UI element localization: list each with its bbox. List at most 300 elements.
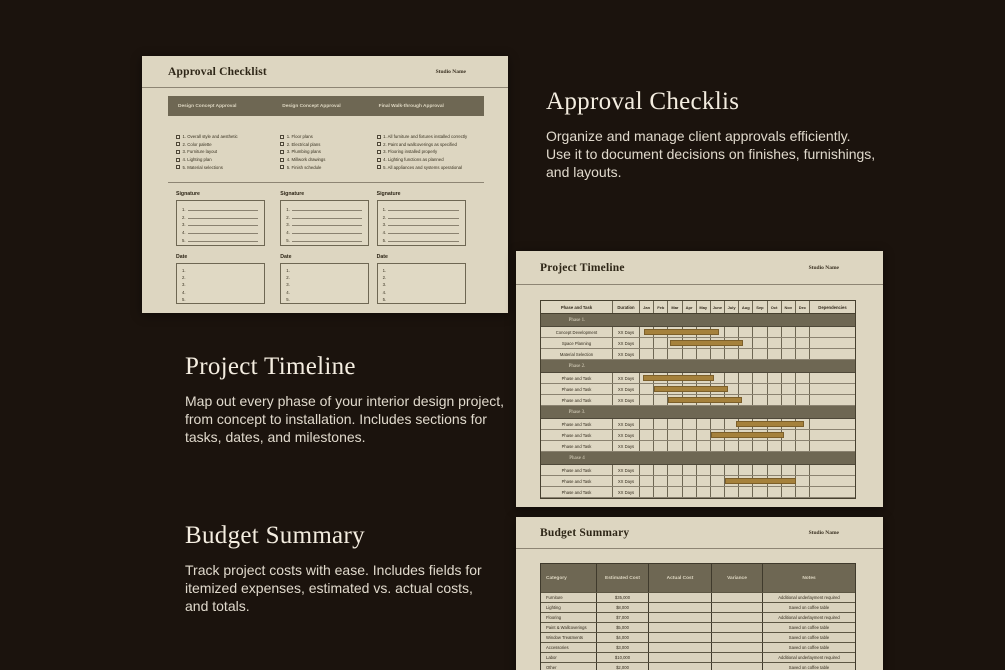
section-heading-approval-checklist: Approval Checklis <box>546 88 740 115</box>
month-header: July <box>725 301 739 313</box>
budget-column-header: Variance <box>712 564 763 592</box>
checkbox-icon <box>280 142 284 146</box>
checkbox-icon <box>176 142 180 146</box>
month-cell <box>753 327 767 337</box>
month-cell <box>796 395 810 405</box>
budget-row <box>541 612 855 622</box>
budget-column-header: Category <box>541 564 597 592</box>
line-number: 2. <box>286 214 290 220</box>
signature-line <box>182 220 259 228</box>
text-line: and layouts. <box>546 164 622 180</box>
variance-cell <box>712 633 763 642</box>
gantt-task-row <box>541 465 855 476</box>
line-number: 5. <box>382 296 387 302</box>
month-cell <box>683 465 697 475</box>
month-header: Nov <box>782 301 796 313</box>
gantt-bar <box>668 397 742 403</box>
checklist-item <box>377 156 484 164</box>
date-column <box>272 246 368 304</box>
checklist-header-band <box>168 96 484 116</box>
date-box <box>280 263 369 304</box>
checkbox-icon <box>377 135 381 139</box>
line-number: 1. <box>286 268 290 274</box>
month-cell <box>697 487 711 497</box>
budget-row <box>541 592 855 602</box>
section-description <box>185 561 482 615</box>
checklist-item-label: 5. All appliances and systems operational <box>383 164 462 170</box>
month-cell <box>753 384 767 394</box>
month-cell <box>768 384 782 394</box>
month-cell <box>640 476 654 486</box>
signature-line <box>182 204 259 212</box>
date-box <box>176 263 265 304</box>
month-header: Aug <box>739 301 753 313</box>
notes-cell: Saved on coffee table <box>788 605 830 610</box>
month-cell <box>654 349 668 359</box>
category-cell: Labor <box>541 653 597 662</box>
signature-line <box>286 212 363 220</box>
month-cell <box>768 395 782 405</box>
month-cell <box>683 430 697 440</box>
month-cell <box>725 441 739 451</box>
gantt-header-row <box>541 301 855 314</box>
line-number: 2. <box>182 275 186 281</box>
task-dependencies <box>810 338 855 348</box>
notes-cell: Saved on coffee table <box>788 625 830 630</box>
actual-cost-cell <box>649 653 712 662</box>
signature-box <box>280 200 369 246</box>
task-dependencies <box>810 327 855 337</box>
gantt-bar <box>725 478 796 484</box>
month-cell <box>796 465 810 475</box>
line-number: 3. <box>182 282 186 288</box>
actual-cost-cell <box>649 663 712 670</box>
date-line <box>182 296 259 303</box>
actual-cost-cell <box>649 643 712 652</box>
line-number: 4. <box>182 230 186 236</box>
month-cell <box>753 487 767 497</box>
month-cell <box>711 349 725 359</box>
date-line <box>182 267 259 274</box>
doc-header <box>516 251 883 285</box>
month-cell <box>654 465 668 475</box>
estimated-cost-cell: $5,000 <box>597 623 649 632</box>
signature-rule <box>388 241 458 242</box>
task-name: Phase and Task <box>541 465 613 475</box>
studio-name: Studio Name <box>435 68 466 75</box>
checklist-item <box>280 141 368 149</box>
section-description <box>546 127 875 181</box>
signature-label: Signature <box>176 190 200 197</box>
task-duration: XX Days <box>613 441 640 451</box>
variance-cell <box>712 613 763 622</box>
signature-rule <box>292 225 362 226</box>
month-grid <box>640 395 810 405</box>
month-grid <box>640 384 810 394</box>
checklist-item-label: 2. Color palette <box>182 141 212 147</box>
signature-line <box>182 212 259 220</box>
month-cell <box>668 419 682 429</box>
category-cell: Paint & Wallcoverings <box>541 623 597 632</box>
signature-column <box>272 183 368 246</box>
line-number: 4. <box>286 230 290 236</box>
signature-column <box>369 183 484 246</box>
month-cell <box>711 419 725 429</box>
line-number: 1. <box>182 206 186 212</box>
task-name: Space Planning <box>541 338 613 348</box>
task-duration: XX Days <box>613 465 640 475</box>
month-cell <box>668 349 682 359</box>
task-duration: XX Days <box>613 373 640 383</box>
checkbox-icon <box>176 150 180 154</box>
text-line: Track project costs with ease. Includes fields for <box>185 562 482 578</box>
project-timeline-document[interactable] <box>516 251 883 507</box>
month-cell <box>668 430 682 440</box>
line-number: 4. <box>382 289 387 295</box>
phase-band-row <box>541 406 855 419</box>
line-number: 3. <box>286 222 290 228</box>
month-cell <box>739 373 753 383</box>
signature-rule <box>188 218 258 219</box>
text-line: Use it to document decisions on finishes, furnishings, <box>546 146 876 162</box>
category-cell: Lighting <box>541 603 597 612</box>
actual-cost-cell <box>649 603 712 612</box>
month-cell <box>640 338 654 348</box>
month-cell <box>697 465 711 475</box>
task-duration: XX Days <box>613 419 640 429</box>
month-grid <box>640 476 810 486</box>
phase-label: Phase 4 <box>569 455 585 461</box>
notes-cell: Saved on coffee table <box>788 665 830 670</box>
signature-rule <box>188 210 258 211</box>
budget-table <box>540 563 856 670</box>
gantt-task-row <box>541 476 855 487</box>
month-cell <box>640 430 654 440</box>
notes-cell: Saved on coffee table <box>788 645 830 650</box>
checkbox-icon <box>377 150 381 154</box>
month-cell <box>782 441 796 451</box>
actual-cost-cell <box>649 623 712 632</box>
task-duration: XX Days <box>613 349 640 359</box>
gantt-task-row <box>541 327 855 338</box>
month-cell <box>697 476 711 486</box>
month-cell <box>654 395 668 405</box>
doc-header <box>142 56 508 88</box>
checklist-item <box>176 148 272 156</box>
approval-checklist-document[interactable] <box>142 56 508 313</box>
task-name: Phase and Task <box>541 441 613 451</box>
gantt-bar <box>643 375 714 381</box>
signature-rule <box>388 210 458 211</box>
gantt-task-row <box>541 384 855 395</box>
variance-cell <box>712 623 763 632</box>
month-cell <box>768 338 782 348</box>
month-grid <box>640 465 810 475</box>
task-duration: XX Days <box>613 476 640 486</box>
month-grid <box>640 487 810 497</box>
variance-cell <box>712 663 763 670</box>
line-number: 3. <box>382 282 387 288</box>
date-column <box>168 246 272 304</box>
month-cell <box>697 430 711 440</box>
month-cell <box>753 395 767 405</box>
task-name: Phase and Task <box>541 384 613 394</box>
month-header: May <box>697 301 711 313</box>
gantt-task-row <box>541 430 855 441</box>
month-cell <box>796 384 810 394</box>
month-columns-header <box>640 301 810 313</box>
month-cell <box>654 419 668 429</box>
budget-column-header: Estimated Cost <box>597 564 649 592</box>
month-header: Jan <box>640 301 654 313</box>
task-dependencies <box>810 395 855 405</box>
task-dependencies <box>810 419 855 429</box>
budget-summary-document[interactable] <box>516 517 883 670</box>
month-cell <box>683 487 697 497</box>
month-cell <box>768 373 782 383</box>
date-label: Date <box>176 253 188 260</box>
checklist-item <box>377 141 484 149</box>
date-line <box>383 281 460 288</box>
actual-cost-cell <box>649 613 712 622</box>
doc-title: Project Timeline <box>540 261 625 274</box>
category-cell: Window Treatments <box>541 633 597 642</box>
signature-rule <box>292 241 362 242</box>
month-cell <box>668 476 682 486</box>
checklist-item-label: 5. Material selections <box>182 164 223 170</box>
section-heading-budget-summary: Budget Summary <box>185 522 365 549</box>
gantt-bar <box>654 386 728 392</box>
checklist-item <box>280 148 368 156</box>
task-dependencies <box>810 349 855 359</box>
month-cell <box>683 441 697 451</box>
line-number: 4. <box>286 289 290 295</box>
checklist-column <box>272 133 368 171</box>
text-line: and totals. <box>185 598 250 614</box>
month-cell <box>796 430 810 440</box>
budget-row <box>541 632 855 642</box>
month-cell <box>782 465 796 475</box>
signature-rule <box>188 233 258 234</box>
phase-label: Phase 3. <box>568 409 586 415</box>
checklist-item-label: 2. Paint and wallcoverings as specified <box>383 141 457 147</box>
task-name: Concept Development <box>541 327 613 337</box>
doc-header <box>516 517 883 549</box>
checklist-item <box>176 156 272 164</box>
month-cell <box>640 384 654 394</box>
month-cell <box>753 465 767 475</box>
budget-row <box>541 662 855 670</box>
budget-column-header: Actual Cost <box>649 564 712 592</box>
signature-box <box>176 200 265 246</box>
gantt-bar <box>736 421 804 427</box>
month-cell <box>782 327 796 337</box>
checklist-item-label: 1. Floor plans <box>286 134 313 140</box>
checklist-item-label: 2. Electrical plans <box>286 141 321 147</box>
timeline-text-block <box>185 353 504 446</box>
signature-column <box>168 183 272 246</box>
task-dependencies <box>810 465 855 475</box>
month-cell <box>739 327 753 337</box>
month-cell <box>640 487 654 497</box>
line-number: 2. <box>182 214 186 220</box>
signature-line <box>286 227 363 235</box>
estimated-cost-cell: $2,000 <box>597 663 649 670</box>
gantt-task-row <box>541 441 855 452</box>
month-grid <box>640 349 810 359</box>
line-number: 5. <box>286 237 290 243</box>
date-label: Date <box>376 253 388 260</box>
task-name: Material Selection <box>541 349 613 359</box>
checklist-item-label: 5. Finish schedule <box>286 164 322 170</box>
line-number: 1. <box>382 206 387 212</box>
date-line <box>286 289 363 296</box>
month-cell <box>640 441 654 451</box>
signature-rule <box>388 218 458 219</box>
gantt-task-row <box>541 338 855 349</box>
task-duration: XX Days <box>613 338 640 348</box>
month-cell <box>668 487 682 497</box>
month-cell <box>654 441 668 451</box>
notes-cell: Additional underlayment required <box>778 615 840 620</box>
line-number: 2. <box>382 214 387 220</box>
signature-line <box>182 227 259 235</box>
line-number: 3. <box>286 282 290 288</box>
task-dependencies <box>810 430 855 440</box>
checklist-item-label: 1. All furniture and fixtures installed correctly <box>383 134 468 140</box>
month-cell <box>739 465 753 475</box>
checklist-item <box>176 133 272 141</box>
month-cell <box>697 349 711 359</box>
checklist-band-header: Final Walk-through Approval <box>378 103 444 109</box>
gantt-bar <box>711 432 785 438</box>
month-cell <box>782 373 796 383</box>
month-header: June <box>711 301 725 313</box>
month-cell <box>796 327 810 337</box>
checklist-item <box>176 141 272 149</box>
checklist-item <box>377 133 484 141</box>
actual-cost-cell <box>649 633 712 642</box>
month-grid <box>640 327 810 337</box>
month-cell <box>782 487 796 497</box>
task-dependencies <box>810 384 855 394</box>
month-header: Dec <box>796 301 810 313</box>
line-number: 3. <box>382 222 387 228</box>
month-cell <box>725 487 739 497</box>
task-dependencies <box>810 373 855 383</box>
budget-row <box>541 602 855 612</box>
signature-line <box>383 220 460 228</box>
month-cell <box>683 476 697 486</box>
checkbox-icon <box>280 158 284 162</box>
signature-line <box>182 235 259 243</box>
month-cell <box>739 441 753 451</box>
line-number: 2. <box>382 275 387 281</box>
month-cell <box>683 419 697 429</box>
gantt-table <box>540 300 856 499</box>
category-cell: Accessories <box>541 643 597 652</box>
month-cell <box>796 373 810 383</box>
budget-row <box>541 652 855 662</box>
notes-cell: Additional underlayment required <box>778 655 840 660</box>
task-name: Phase and Task <box>541 395 613 405</box>
month-cell <box>753 338 767 348</box>
signature-line <box>383 235 460 243</box>
month-cell <box>768 327 782 337</box>
month-cell <box>796 487 810 497</box>
gantt-task-row <box>541 419 855 430</box>
date-column <box>369 246 484 304</box>
month-cell <box>768 441 782 451</box>
month-cell <box>768 465 782 475</box>
checkbox-icon <box>377 165 381 169</box>
task-duration: XX Days <box>613 327 640 337</box>
checkbox-icon <box>377 158 381 162</box>
signature-line <box>286 235 363 243</box>
checkbox-icon <box>176 165 180 169</box>
month-cell <box>640 419 654 429</box>
month-cell <box>640 395 654 405</box>
phase-band-row <box>541 360 855 373</box>
budget-text-block <box>185 522 482 615</box>
date-line <box>383 274 460 281</box>
month-cell <box>753 441 767 451</box>
line-number: 2. <box>286 275 290 281</box>
task-name: Phase and Task <box>541 487 613 497</box>
month-cell <box>753 373 767 383</box>
line-number: 4. <box>182 289 186 295</box>
date-section <box>168 246 484 304</box>
checklist-band-header: Design Concept Approval <box>178 103 237 109</box>
checklist-item-label: 4. Lighting plan <box>182 157 212 163</box>
month-cell <box>796 349 810 359</box>
month-cell <box>768 349 782 359</box>
month-cell <box>711 487 725 497</box>
checklist-item <box>176 163 272 171</box>
checklist-item-label: 3. Furniture layout <box>182 149 218 155</box>
checklist-item-label: 4. Lighting functions as planned <box>383 157 444 163</box>
gantt-task-row <box>541 487 855 498</box>
month-grid <box>640 419 810 429</box>
date-line <box>286 274 363 281</box>
signature-line <box>286 220 363 228</box>
signature-rule <box>388 233 458 234</box>
checklist-item-label: 3. Flooring installed properly <box>383 149 438 155</box>
text-line: itemized expenses, estimated vs. actual costs, <box>185 580 473 596</box>
checklist-column <box>168 133 272 171</box>
checkbox-icon <box>280 135 284 139</box>
phase-band-row <box>541 452 855 465</box>
task-name: Phase and Task <box>541 476 613 486</box>
month-cell <box>654 487 668 497</box>
month-cell <box>654 476 668 486</box>
date-line <box>182 289 259 296</box>
month-header: Mar <box>668 301 682 313</box>
checklist-item <box>280 156 368 164</box>
variance-cell <box>712 603 763 612</box>
checkbox-icon <box>280 165 284 169</box>
checklist-columns <box>168 133 484 171</box>
line-number: 5. <box>382 237 387 243</box>
month-grid <box>640 441 810 451</box>
signature-label: Signature <box>280 190 305 197</box>
text-line: Organize and manage client approvals efficiently. <box>546 128 851 144</box>
column-header-dependencies: Dependencies <box>818 304 847 310</box>
month-cell <box>739 384 753 394</box>
estimated-cost-cell: $4,000 <box>597 633 649 642</box>
budget-header-row <box>541 564 855 592</box>
month-cell <box>640 465 654 475</box>
